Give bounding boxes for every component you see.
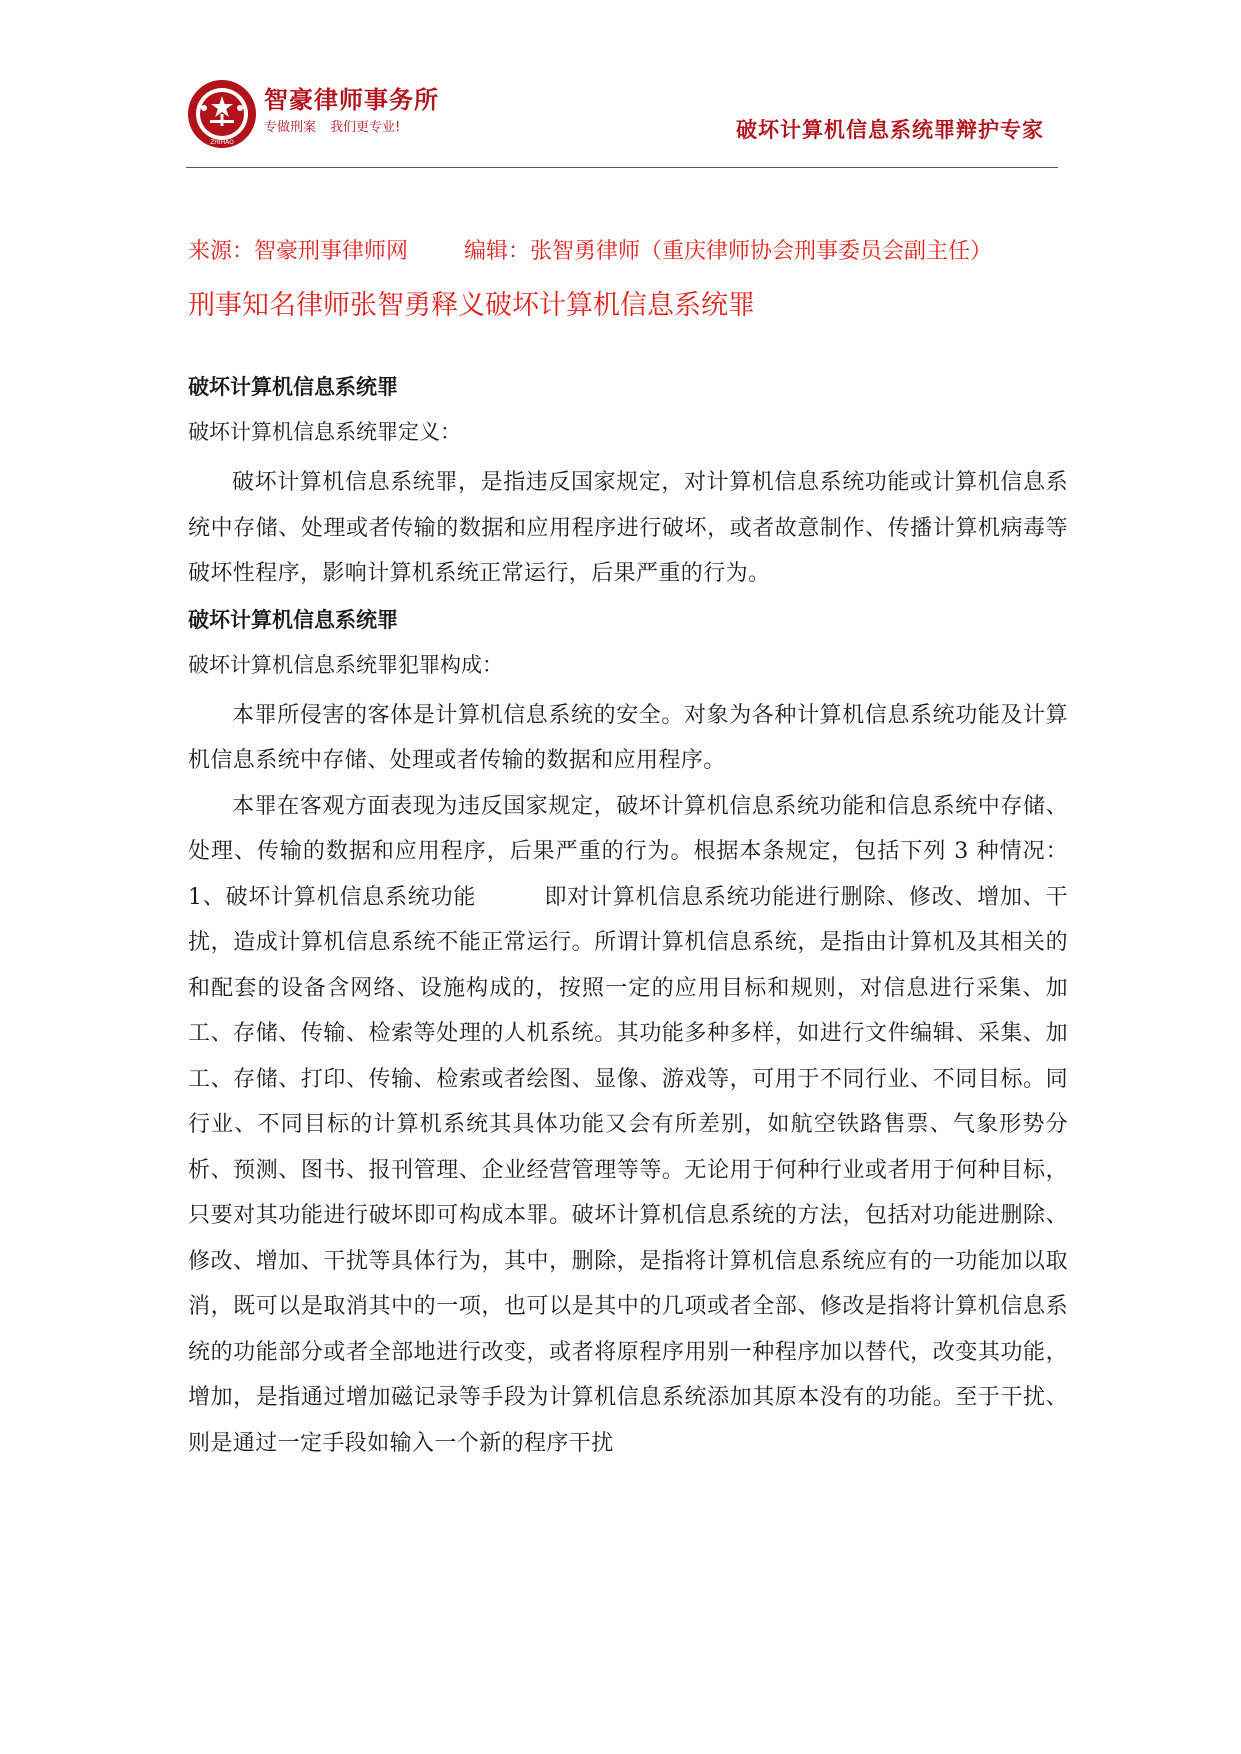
firm-slogan (264, 120, 439, 136)
slogan-part-1: 专做刑案 (264, 120, 317, 135)
firm-logo-icon (186, 78, 258, 150)
source-line (188, 232, 1068, 272)
body-paragraph: 本罪在客观方面表现为违反国家规定，破坏计算机信息系统功能和信息系统中存储、处理、传输的数据和应用程序，后果严重的行为。根据本条规定，包括下列 3 种情况：1、破坏计算机信息系统功能 即对计算机信息系统功能进行删除、修改、增加、干扰，造成计算机信息系统不能正常运行。所谓计算机信息系统，是指由计算机及其相关的和配套的设备含网络、设施构成的，按照一定的应用目标和规则，对信息进行采集、加工、存储、传输、检索等处理的人机系统。其功能多种多样，如进行文件编辑、采集、加工、存储、打印、传输、检索或者绘图、显像、游戏等，可用于不同行业、不同目标。同行业、不同目标的计算机系统其具体功能又会有所差别，如航空铁路售票、气象形势分析、预测、图书、报刊管理、企业经营管理等等。无论用于何种行业或者用于何种目标，只要对其功能进行破坏即可构成本罪。破坏计算机信息系统的方法，包括对功能进删除、修改、增加、干扰等具体行为，其中，删除，是指将计算机信息系统应有的一功能加以取消，既可以是取消其中的一项，也可以是其中的几项或者全部、修改是指将计算机信息系统的功能部分或者全部地进行改变，或者将原程序用别一种程序加以替代，改变其功能，增加，是指通过增加磁记录等手段为计算机信息系统添加其原本没有的功能。至于干扰、则是通过一定手段如输入一个新的程序干扰 (188, 793, 1068, 1456)
editor-text: 编辑：张智勇律师（重庆律师协会刑事委员会副主任） (464, 239, 993, 264)
section-label: 破坏计算机信息系统罪犯罪构成： (188, 652, 503, 677)
logo-ring-text: ZHIHAO (210, 139, 234, 146)
document-body (188, 232, 1068, 1466)
firm-logo-text (264, 86, 439, 136)
slogan-part-2: 我们更专业! (330, 120, 401, 135)
document-title: 刑事知名律师张智勇释义破坏计算机信息系统罪 (188, 290, 755, 321)
section-label: 破坏计算机信息系统罪定义： (188, 420, 461, 444)
section-heading: 破坏计算机信息系统罪 (188, 375, 398, 399)
page-header (186, 78, 1056, 168)
header-divider (186, 167, 1058, 168)
header-tagline: 破坏计算机信息系统罪辩护专家 (736, 118, 1044, 142)
source-text: 来源：智豪刑事律师网 (188, 239, 409, 264)
section-heading: 破坏计算机信息系统罪 (188, 607, 398, 632)
body-paragraph: 本罪所侵害的客体是计算机信息系统的安全。对象为各种计算机信息系统功能及计算机信息系统中存储、处理或者传输的数据和应用程序。 (188, 702, 1068, 773)
firm-name: 智豪律师事务所 (264, 86, 439, 114)
body-paragraph: 破坏计算机信息系统罪，是指违反国家规定，对计算机信息系统功能或计算机信息系统中存储、处理或者传输的数据和应用程序进行破坏，或者故意制作、传播计算机病毒等破坏性程序，影响计算机系统正常运行，后果严重的行为。 (188, 470, 1068, 586)
